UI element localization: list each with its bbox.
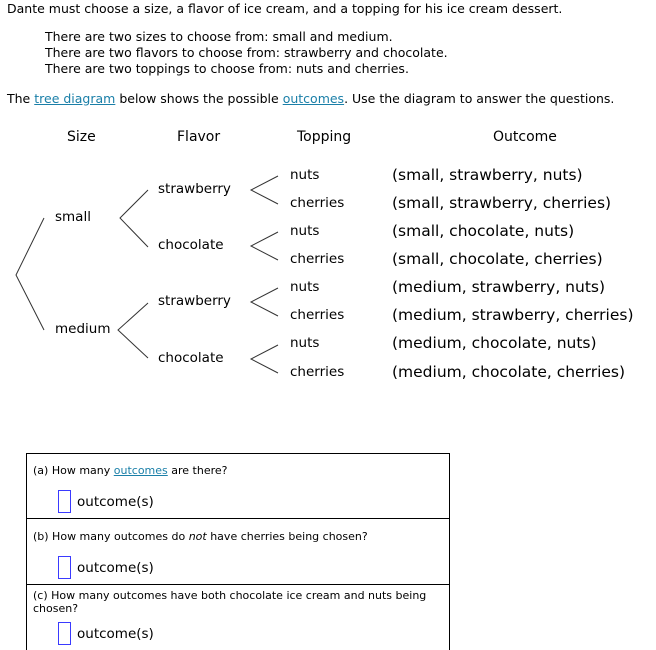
question-b-emphasis: not: [188, 530, 207, 543]
answer-b-row: [58, 556, 154, 579]
outcome-item: (medium, strawberry, cherries): [392, 306, 634, 324]
answer-a-unit: outcome(s): [77, 493, 154, 510]
header-topping: Topping: [297, 129, 352, 145]
topping-label: nuts: [290, 279, 320, 295]
outcome-item: (medium, chocolate, nuts): [392, 334, 597, 352]
answer-b-input[interactable]: [58, 556, 71, 579]
flavor-label: chocolate: [158, 237, 224, 253]
branch-small: [120, 190, 148, 247]
branch-small-chocolate: [251, 232, 278, 260]
question-b-post: have cherries being chosen?: [206, 530, 368, 543]
topping-label: cherries: [290, 364, 345, 380]
answer-b-unit: outcome(s): [77, 559, 154, 576]
flavor-label: strawberry: [158, 293, 231, 309]
fact-sizes: There are two sizes to choose from: small and medium.: [45, 29, 393, 44]
answer-c-input[interactable]: [58, 622, 71, 645]
topping-label: nuts: [290, 167, 320, 183]
topping-label: nuts: [290, 223, 320, 239]
instr-mid: below shows the possible: [115, 91, 283, 106]
fact-flavors: There are two flavors to choose from: strawberry and chocolate.: [45, 45, 448, 60]
outcome-item: (small, chocolate, cherries): [392, 250, 603, 268]
topping-label: cherries: [290, 307, 345, 323]
header-outcome: Outcome: [493, 129, 557, 145]
outcome-item: (medium, chocolate, cherries): [392, 363, 626, 381]
flavor-label: strawberry: [158, 181, 231, 197]
question-b-pre: (b) How many outcomes do: [33, 530, 189, 543]
question-c: (c) How many outcomes have both chocolate ice cream and nuts being chosen?: [33, 589, 427, 615]
outcome-item: (small, strawberry, nuts): [392, 166, 583, 184]
branch-medium-strawberry: [251, 288, 278, 316]
answer-a-row: [58, 490, 154, 513]
question-a-pre: (a) How many: [33, 464, 114, 477]
divider: [27, 518, 449, 519]
branch-root: [16, 218, 44, 330]
question-a: [33, 464, 443, 477]
flavor-label: chocolate: [158, 350, 224, 366]
size-small: small: [55, 209, 91, 225]
header-size: Size: [67, 129, 96, 145]
header-flavor: Flavor: [177, 129, 221, 145]
size-medium: medium: [55, 321, 111, 337]
fact-toppings: There are two toppings to choose from: nuts and cherries.: [45, 61, 409, 76]
topping-label: cherries: [290, 195, 345, 211]
branch-small-strawberry: [251, 176, 278, 204]
outcomes-link[interactable]: outcomes: [282, 91, 345, 106]
divider: [27, 584, 449, 585]
answer-c-unit: outcome(s): [77, 625, 154, 642]
answer-c-row: [58, 622, 154, 645]
question-a-post: are there?: [167, 464, 228, 477]
outcome-item: (small, strawberry, cherries): [392, 194, 612, 212]
outcomes-link-a[interactable]: outcomes: [113, 464, 168, 477]
question-b: [33, 530, 443, 543]
answer-a-input[interactable]: [58, 490, 71, 513]
outcome-item: (medium, strawberry, nuts): [392, 278, 606, 296]
outcome-item: (small, chocolate, nuts): [392, 222, 575, 240]
questions-box: [26, 453, 450, 650]
tree-diagram-link[interactable]: tree diagram: [34, 91, 116, 106]
instr-post: . Use the diagram to answer the questions.: [344, 91, 615, 106]
instr-pre: The: [7, 91, 35, 106]
branch-medium: [118, 303, 148, 358]
branch-medium-chocolate: [251, 345, 278, 373]
topping-label: nuts: [290, 335, 320, 351]
intro-text: Dante must choose a size, a flavor of ice cream, and a topping for his ice cream dessert.: [7, 1, 563, 16]
topping-label: cherries: [290, 251, 345, 267]
